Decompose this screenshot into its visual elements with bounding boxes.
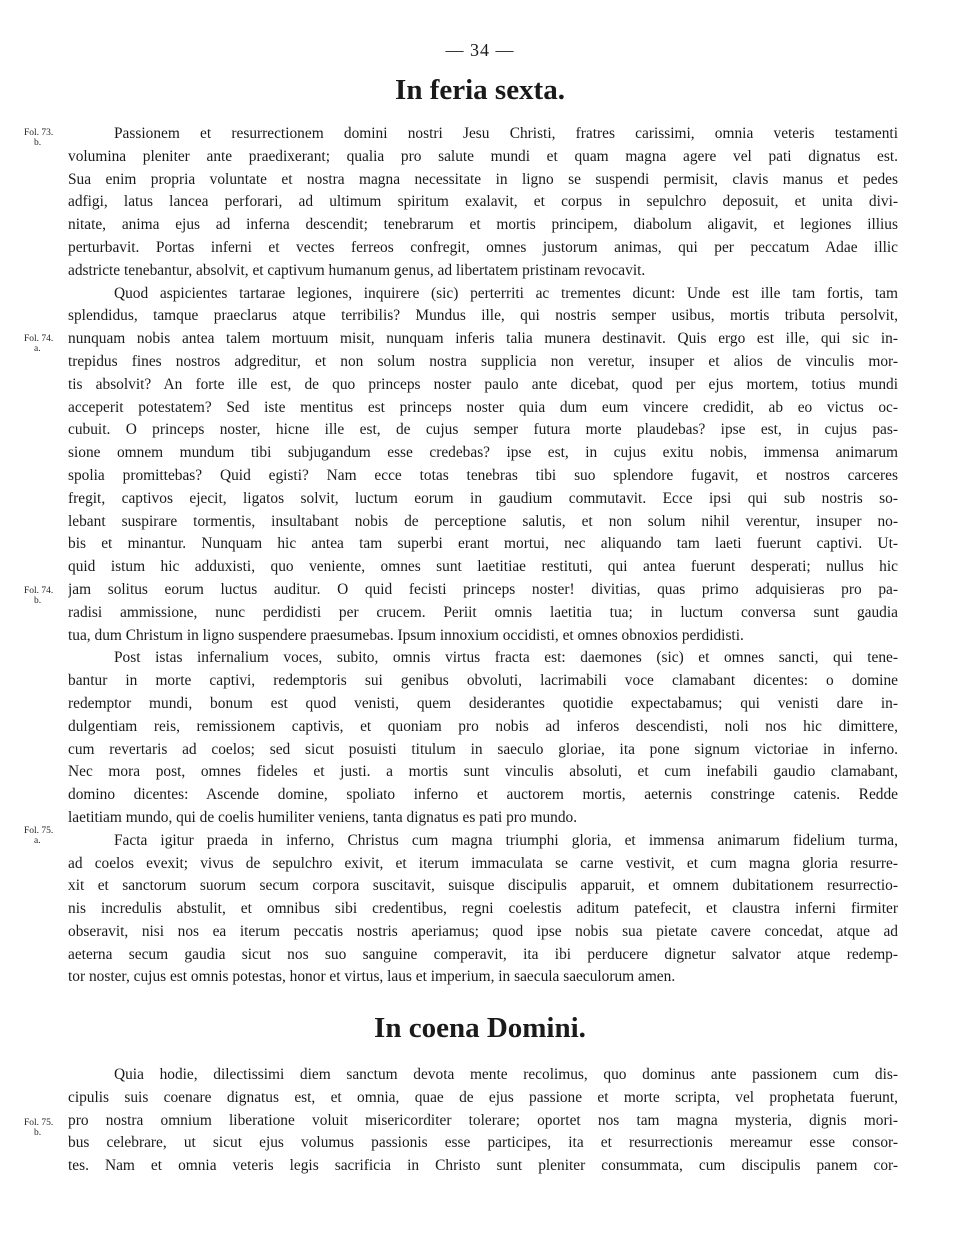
text-line: cipulis suis coenare dignatus est, et omnia, quae de ejus passione et morte scripta, vel prophetata fuerunt, (68, 1088, 898, 1106)
margin-note-folio-number: Fol. 75. (24, 826, 54, 836)
section-title-coena-domini: In coena Domini. (374, 1012, 586, 1044)
section-body-feria-sexta (68, 123, 898, 989)
text-line: bis et minantur. Nunquam hic antea tam superbi erant mortui, nec aliquando tam laeti fuerunt captivi. Ut- (68, 535, 898, 553)
text-line: jam solitus eorum luctus auditur. O quid fecisti princeps noster! divitias, quas primo adquisieras pro pa- (68, 580, 898, 598)
text-line: xit et sanctorum suorum secum corpora suscitavit, suisque discipulis apparuit, et omnem dubitationem resurrectio- (68, 877, 898, 895)
text-line: trepidus fines nostros adgreditur, et non solum nostra supplicia non veretur, insuper et alios de vinculis mor- (68, 352, 898, 370)
text-line: radisi ammissione, nunc perdidisti per crucem. Periit omnis laetitia tua; in luctum conversa sunt gaudia (68, 603, 898, 621)
section-body-coena-domini (68, 1064, 898, 1178)
margin-note-folio-side: b. (34, 596, 42, 606)
text-line: tes. Nam et omnia veteris legis sacrificia in Christo sunt pleniter consummata, cum discipulis panem cor- (68, 1157, 898, 1175)
text-line: adfigi, latus lancea perforari, ad ultimum spiritum exalavit, et corpus in sepulchro deposuit, et unita divi- (68, 193, 898, 211)
text-line: perturbavit. Portas inferni et vectes ferreos confregit, omnes justorum animas, qui per peccatum Adae illic (68, 238, 898, 256)
text-line: cum revertaris ad coelos; sed sicut posuisti titulum in saeculo gloriae, ita pone signum victoriae in inferno. (68, 740, 898, 758)
text-line: volumina pleniter ante praedixerant; qualia pro salute mundi et quam magna agere vel pati dignatus est. (68, 147, 898, 165)
text-line: domino dicentes: Ascende domine, spoliato inferno et auctorem mortis, aeternis constringe catenis. Redde (68, 786, 898, 804)
text-line: laetitiam mundo, qui de coelis humiliter veniens, tanta dignatus es pati pro mundo. (68, 808, 578, 826)
text-line: sione omnem mundum tibi subjugandum esse credebas? ipse est, in cujus exitu nobis, immensa animarum (68, 444, 898, 462)
text-line: adstricte tenebantur, absolvit, et captivum humanum genus, ad libertatem pristinam revocavit. (68, 261, 646, 279)
text-line: aeterna secum gaudia sicut nos suo sanguine comperavit, ita ibi perducere dignetur salvator atque redemp- (68, 945, 898, 963)
margin-note-folio (24, 128, 64, 148)
text-line: Passionem et resurrectionem domini nostri Jesu Christi, fratres carissimi, omnia veteris testamenti (114, 125, 898, 142)
section-title-feria-sexta: In feria sexta. (395, 74, 565, 106)
text-line: quid istum hic adduxisti, quo veniente, omnes sunt laetitiae restituti, qui antea fuerunt desperati; nullus hic (68, 558, 898, 576)
text-line: tor noster, cujus est omnis potestas, honor et virtus, laus et imperium, in saecula saeculorum amen. (68, 968, 676, 986)
text-line: tis absolvit? An forte ille est, de quo princeps noster paulo ante dicebat, quod per ejus mortem, totius mundi (68, 375, 898, 393)
margin-note-folio-number: Fol. 74. (24, 586, 54, 596)
text-line: nunquam nobis antea talem mortuum misit, nunquam inferis talia munera destinavit. Quis ergo est ille, qui sic in- (68, 330, 898, 348)
text-line: dulgentiam reis, remissionem captivis, et quoniam pro nobis ad inferos descendisti, noli nos hic dimittere, (68, 717, 898, 735)
text-line: Quia hodie, dilectissimi diem sanctum devota mente recolimus, quo dominus ante passionem cum dis- (114, 1066, 898, 1083)
text-line: nitate, anima ejus ad inferna descendit; tenebrarum et mortis principem, diabolum aligavit, et legiones illius (68, 216, 898, 234)
margin-note-folio-number: Fol. 73. (24, 128, 54, 138)
margin-note-folio-side: a. (34, 344, 41, 354)
text-line: splendidus, tamque praeclarus atque terribilis? Mundus ille, qui nostris semper usibus, mortis tributa persolvit, (68, 307, 898, 325)
margin-note-folio-side: a. (34, 836, 41, 846)
text-line: bantur in morte captivi, redemptoris sui genibus obvoluti, lacrimabili voce clamabant dicentes: o domine (68, 672, 898, 690)
margin-note-folio (24, 334, 64, 354)
text-line: pro nostra omnium liberatione voluit misericorditer tolerare; oportet nos tam magna mysteria, dignis mori- (68, 1111, 898, 1129)
text-line: acceperit potestatem? Sed iste mentitus est princeps noster quia dum eum vincere credidit, ab eo victus oc- (68, 398, 898, 416)
page-number: — 34 — (445, 40, 515, 60)
margin-note-folio-side: b. (34, 1128, 42, 1138)
text-line: fregit, captivos ejecit, ligatos solvit, luctum eorum in gaudium commutavit. Ecce ipsi qui sub nostris so- (68, 489, 898, 507)
text-line: bus celebrare, ut sicut ejus volumus passionis esse participes, ita et resurrectionis mereamur esse consor- (68, 1134, 898, 1152)
text-line: lebant suspirare tormentis, insultabant nobis de perceptione salutis, et non solum nihil verentur, insuper no- (68, 512, 898, 530)
text-line: redemptor mundi, bonum est quod venisti, quem desiderantes quotidie expectabamus; qui venisti dare in- (68, 694, 898, 712)
text-line: tua, dum Christum in ligno suspendere praesumebas. Ipsum innoxium occidisti, et omnes obnoxios perdidisti. (68, 626, 744, 644)
margin-note-folio-number: Fol. 75. (24, 1118, 54, 1128)
text-line: cubuit. O princeps noster, hicne ille est, de cujus semper futura morte plaudebas? ipse est, in cujus pas- (68, 421, 898, 439)
margin-note-folio (24, 826, 64, 846)
text-line: Facta igitur praeda in inferno, Christus cum magna triumphi gloria, et immensa animarum fidelium turma, (114, 831, 898, 849)
margin-note-folio-number: Fol. 74. (24, 334, 54, 344)
text-line: nis incredulis abstulit, et omnibus sibi credentibus, regni coelestis aditum patefecit, et claustra inferni firmiter (68, 900, 898, 918)
text-line: ad coelos evexit; vivus de sepulchro exivit, et iterum immaculata se carne vestivit, et cum magna gloria resurre- (68, 854, 898, 872)
text-line: obseravit, nisi nos ea iterum peccatis nostris aperiamus; quod ipse nobis sua pietate cavere concedat, atque ad (68, 922, 898, 940)
text-line: Nec mora post, omnes fideles et justi. a mortis sunt vinculis absoluti, et cum inefabili gaudio clamabant, (68, 763, 898, 781)
text-line: Quod aspicientes tartarae legiones, inquirere (sic) perterriti ac trementes dicunt: Unde est ille tam fortis, tam (114, 284, 898, 302)
margin-note-folio (24, 586, 64, 606)
text-line: spolia promittebas? Quid egisti? Nam ecce totas tenebras tibi suo splendore fugavit, et nostros carceres (68, 466, 898, 484)
margin-note-folio (24, 1118, 64, 1138)
text-line: Post istas infernalium voces, subito, omnis virtus fracta est: daemones (sic) et omnes sancti, qui tene- (114, 649, 898, 667)
text-line: Sua enim propria voluntate et nostra magna necessitate in ligno se suspendi permisit, clavis manus et pedes (68, 170, 898, 188)
margin-note-folio-side: b. (34, 138, 42, 148)
